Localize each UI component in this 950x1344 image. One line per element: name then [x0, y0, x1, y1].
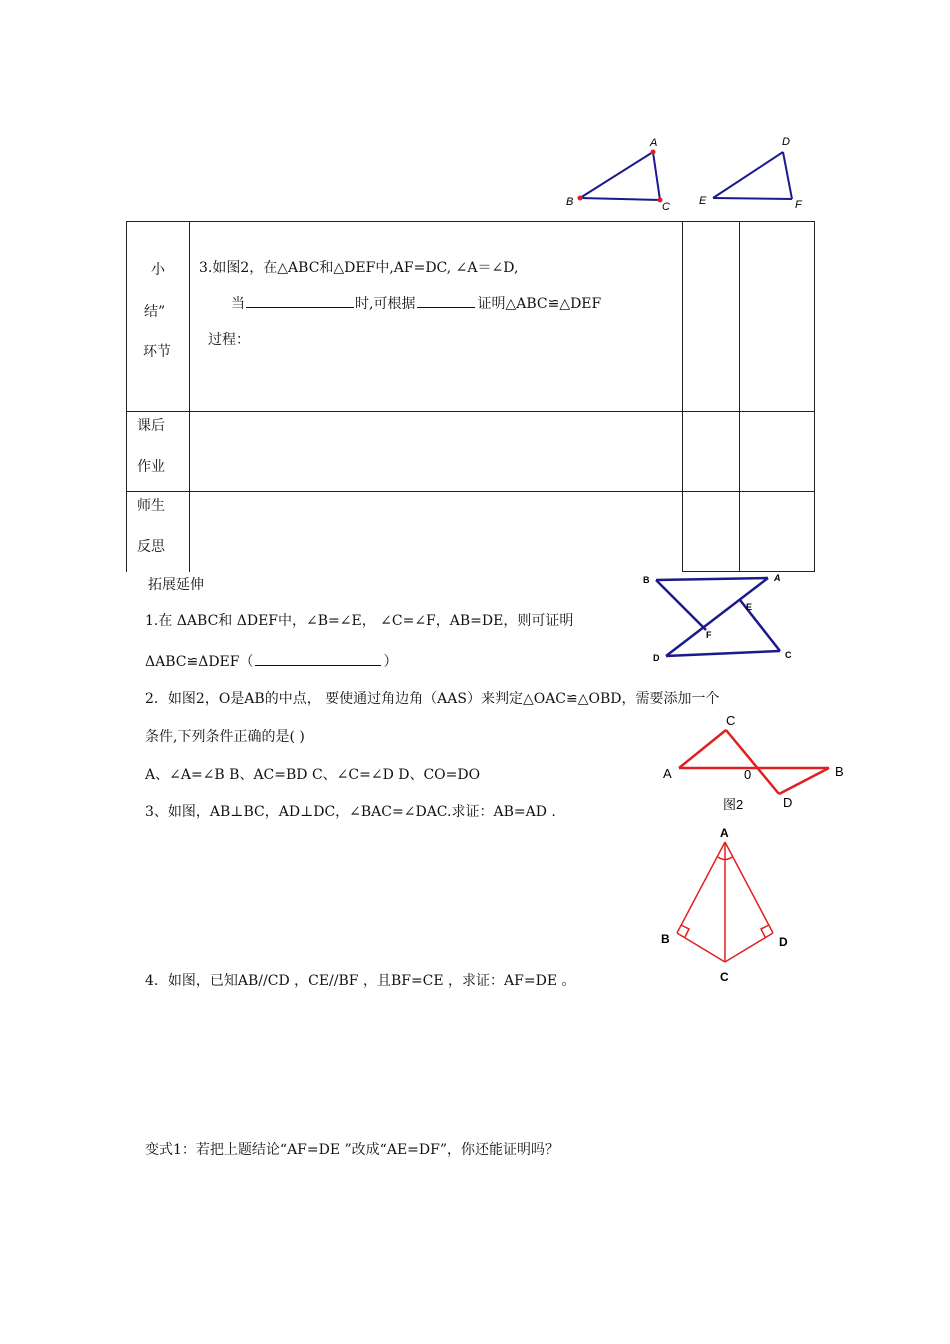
bowtie-label-f: F	[706, 630, 712, 640]
kite-label-d: D	[779, 935, 788, 949]
bowtie-label-c: C	[785, 650, 792, 660]
summary-q3-line2	[231, 294, 601, 313]
process-label: 过程：	[208, 332, 250, 348]
extension-title: 拓展延伸	[148, 577, 204, 593]
row-homework-header-1: 课后	[137, 418, 165, 434]
q1-answer-blank[interactable]	[255, 652, 381, 666]
summary-q3-line1: 3.如图2，在△ABC和△DEF中,AF=DC, ∠A＝∠D,	[199, 260, 519, 276]
q1-congruence-label: ΔABC≌ΔDEF（	[145, 654, 254, 670]
row-summary-header-2: 结”	[144, 304, 166, 320]
q3-text: 3、如图，AB⊥BC，AD⊥DC，∠BAC=∠DAC.求证：AB=AD .	[145, 804, 556, 820]
variant-question: 变式1：若把上题结论“AF=DE ”改成“AE=DF”，你还能证明吗？	[145, 1142, 559, 1158]
prove-label: 证明△ABC≌△DEF	[477, 296, 602, 312]
fig2-caption: 图2	[723, 797, 744, 812]
triangle-def-figure	[695, 132, 815, 212]
fig2-label-d: D	[783, 795, 793, 810]
bowtie-label-e: E	[746, 602, 753, 612]
condition-blank[interactable]	[246, 294, 354, 308]
bowtie-label-a: A	[774, 573, 781, 583]
kite-figure	[655, 822, 795, 992]
row-reflection-header-2: 反思	[137, 539, 165, 555]
lesson-table	[126, 221, 815, 572]
row-homework-header-2: 作业	[137, 459, 165, 475]
bowtie-figure	[640, 568, 800, 668]
label-f: F	[795, 199, 802, 211]
label-e: E	[699, 195, 707, 207]
table-row-divider-2	[126, 491, 815, 492]
when-label: 当	[231, 296, 245, 312]
label-a: A	[650, 137, 658, 149]
table-col-divider-3	[739, 221, 740, 572]
fig2-label-c: C	[726, 713, 736, 728]
label-d: D	[782, 136, 790, 148]
bowtie-label-b: B	[643, 575, 650, 585]
q1-line2	[145, 652, 397, 671]
fig2-label-a: A	[663, 766, 672, 781]
fig2-label-b: B	[835, 764, 844, 779]
label-c: C	[662, 201, 670, 213]
kite-label-b: B	[661, 932, 670, 946]
row-reflection-header-1: 师生	[137, 498, 165, 514]
q2-line2: 条件,下列条件正确的是( )	[145, 729, 305, 745]
q4-text: 4．如图，已知AB//CD ，CE//BF ，且BF=CE ，求证：AF=DE 。	[145, 973, 576, 989]
row-summary-header-1: 小	[151, 262, 165, 278]
table-col-divider-2	[682, 221, 683, 572]
basis-label: 时,可根据	[355, 296, 416, 312]
table-col-divider-1	[189, 221, 190, 572]
table-row-divider-1	[126, 411, 815, 412]
triangle-abc-figure	[560, 132, 680, 212]
table-border-left	[126, 221, 127, 572]
q2-line1: 2．如图2，O是AB的中点， 要使通过角边角（AAS）来判定△OAC≌△OBD，需要添加一个	[145, 691, 720, 707]
label-b: B	[566, 196, 574, 208]
kite-label-c: C	[720, 970, 729, 984]
table-border-top	[126, 221, 815, 222]
table-border-right	[814, 221, 815, 572]
kite-label-a: A	[720, 826, 729, 840]
q2-options: A、∠A=∠B B、AC=BD C、∠C=∠D D、CO=DO	[145, 767, 481, 783]
q1-line1: 1.在 ΔABC和 ΔDEF中，∠B=∠E， ∠C=∠F，AB=DE，则可证明	[145, 613, 574, 629]
q1-close-paren: ）	[383, 654, 398, 670]
bowtie-label-d: D	[653, 653, 660, 663]
row-summary-header-3: 环节	[143, 344, 171, 360]
figure-2	[655, 708, 855, 818]
fig2-label-o: 0	[744, 767, 752, 782]
basis-blank[interactable]	[417, 294, 475, 308]
